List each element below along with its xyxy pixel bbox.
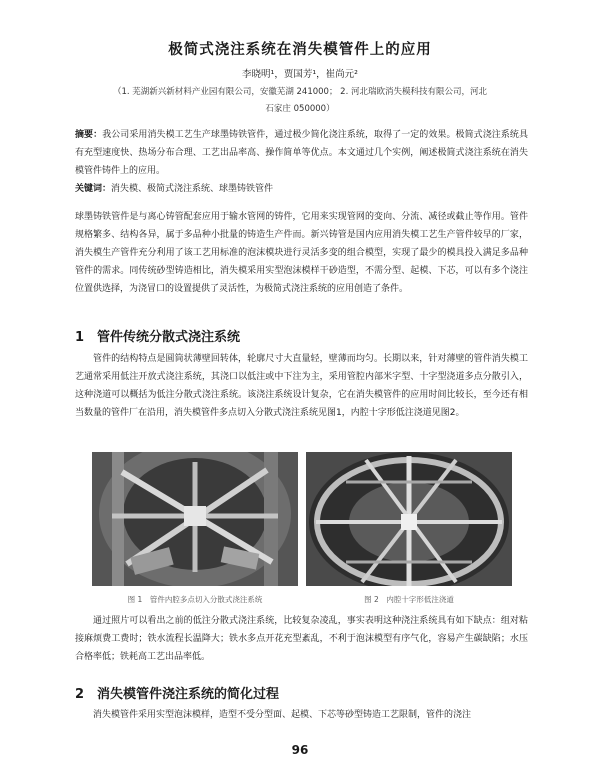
figure-1-caption: 图 1 管件内腔多点切入分散式浇注系统 [127,595,263,604]
abstract-label: 摘要： [75,130,103,140]
figure-2-image [306,452,512,586]
affiliation-line: 石家庄 050000） [265,104,335,114]
section-2-heading: 2 消失模管件浇注系统的简化过程 [75,687,280,702]
keywords [75,180,528,198]
page-number: 96 [291,743,309,757]
intro-paragraph: 球墨铸铁管件是与离心铸管配套应用于输水管网的铸件，它用来实现管网的变向、分流、减径或截止等作用。管件规格繁多、结构各异，属于多品种小批量的铸造生产件而。新兴铸管是国内应用消失模工艺生产管件较早的厂家，消失模生产管件充分利用了该工艺用标准的泡沫模块进行灵活多变的组合模型，实现了最少的模具投入满足多品种管件的需求。同传统砂型铸造相比，消失模采用实型泡沫模样干砂造型，不需分型、起模、下芯，可以有多个浇注位置供选择，为浇冒口的设置提供了灵活性，为极简式浇注系统的应用创造了条件。 [75,212,528,294]
affiliations [70,84,530,118]
section-1-heading: 1 管件传统分散式浇注系统 [75,330,241,345]
after-figures-paragraph: 通过照片可以看出之前的低注分散式浇注系统，比较复杂凌乱，事实表明这种浇注系统具有如下缺点：组对粘接麻烦费工费时；铁水流程长温降大；铁水多点开花充型紊乱，不利于泡沫模型有序气化，容易产生碳缺陷；水压合格率低；铁耗高工艺出品率低。 [75,616,528,662]
figure-2-photo [306,452,512,586]
paper-title: 极简式浇注系统在消失模管件上的应用 [168,42,432,58]
author-list: 李晓明¹，贾国芳¹，崔尚元² [242,69,358,80]
section-1-text: 管件的结构特点是圆筒状薄壁回转体，轮廓尺寸大直量轻，壁薄而均匀。长期以来，针对薄壁的管件消失模工艺通常采用低注开放式浇注系统，其浇口以低注或中下注为主，采用管腔内部米字型、十字型浇道多点分散引入，这种浇道可以概括为低注分散式浇注系统。该浇注系统设计复杂，它在消失模管件的应用时间比较长，至今还有相当数量的管件厂在沿用，消失模管件多点切入分散式浇注系统见图1，内腔十字形低注浇道见图2。 [75,354,528,418]
abstract [75,126,528,180]
keywords-text: 消失模、极简式浇注系统、球墨铸铁管件 [111,184,274,194]
figure-1-photo [92,452,298,586]
figure-2-caption: 图 2 内腔十字形低注浇道 [364,595,454,604]
section-2-text: 消失模管件采用实型泡沫模样，造型不受分型面、起模、下芯等砂型铸造工艺限制，管件的浇注 [93,710,472,720]
keywords-label: 关键词： [75,184,112,194]
figure-1-image [92,452,298,586]
abstract-text: 我公司采用消失模工艺生产球墨铸铁管件，通过极少简化浇注系统，取得了一定的效果。极简式浇注系统具有充型速度快、热场分布合理、工艺出品率高、操作简单等优点。本文通过几个实例，阐述极简式浇注系统在消失模管件铸件上的应用。 [75,130,528,176]
affiliation-line: （1. 芜湖新兴新材料产业园有限公司，安徽芜湖 241000； 2. 河北瑞欧消失模科技有限公司，河北 [113,87,487,97]
